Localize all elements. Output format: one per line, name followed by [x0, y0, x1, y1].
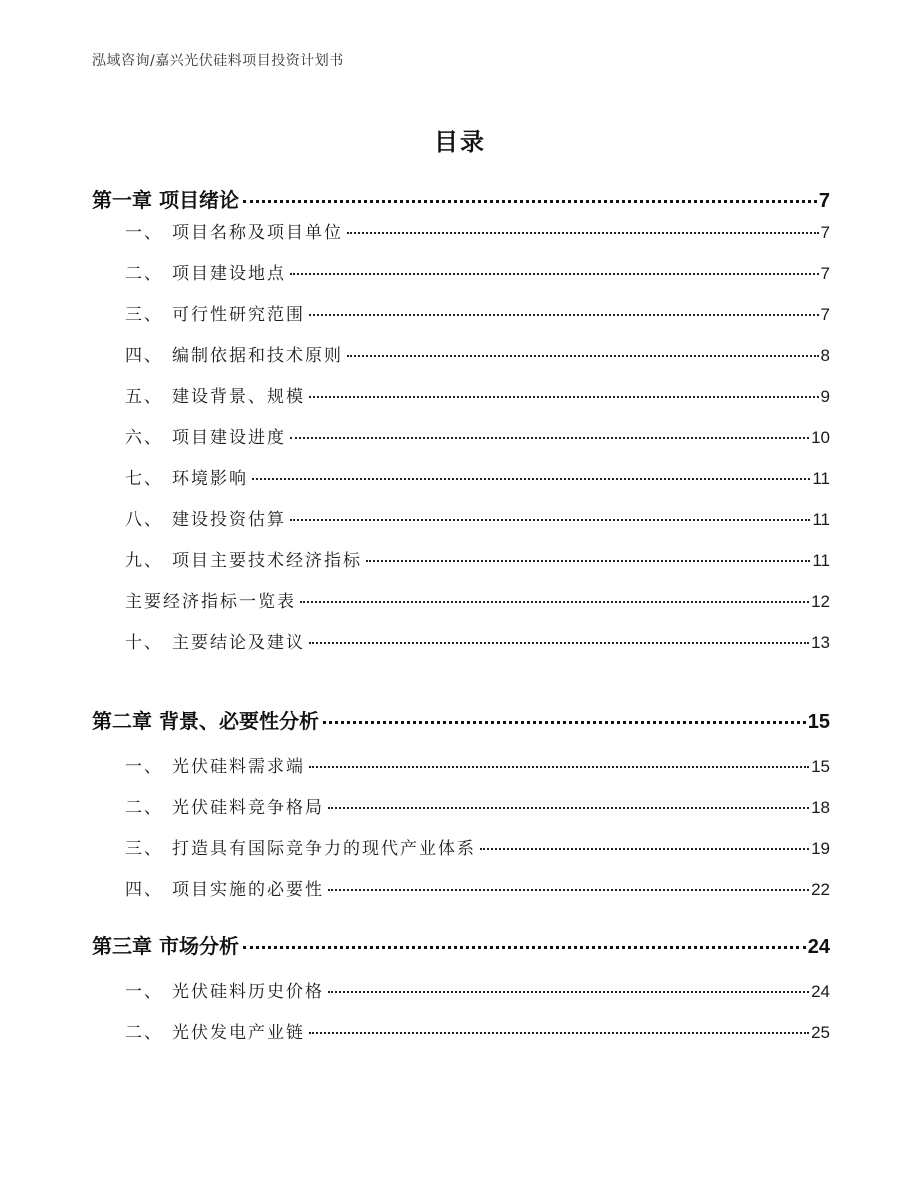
section-number: 四、	[125, 880, 163, 900]
toc-section[interactable]	[125, 300, 830, 325]
dot-leader	[252, 478, 810, 480]
dot-leader	[290, 437, 809, 439]
toc-page-number: 25	[811, 1023, 830, 1042]
toc-entry-label: 建设投资估算	[172, 510, 286, 530]
toc-page-number: 22	[811, 880, 830, 899]
toc-page-number: 11	[812, 551, 830, 570]
toc-section[interactable]	[125, 977, 830, 1002]
toc-chapter-1[interactable]	[92, 184, 830, 213]
dot-leader	[366, 560, 810, 562]
section-number: 九、	[125, 551, 163, 571]
toc-entry-label: 主要结论及建议	[172, 633, 305, 653]
toc-page-number: 11	[812, 469, 830, 488]
dot-leader	[300, 601, 809, 603]
toc-page-number: 9	[820, 387, 830, 406]
toc-entry-label: 光伏发电产业链	[172, 1023, 305, 1043]
dot-leader	[290, 519, 810, 521]
section-number: 一、	[125, 982, 163, 1002]
section-number: 十、	[125, 633, 163, 653]
toc-entry-label: 光伏硅料竞争格局	[172, 798, 324, 818]
toc-section[interactable]	[125, 793, 830, 818]
toc-chapter-3[interactable]	[92, 930, 830, 959]
toc-page-number: 13	[811, 633, 830, 652]
section-number: 二、	[125, 264, 163, 284]
toc-page-number: 12	[811, 592, 830, 611]
toc-entry-label: 建设背景、规模	[172, 387, 305, 407]
toc-entry-label: 项目实施的必要性	[172, 880, 324, 900]
dot-leader	[328, 807, 809, 809]
toc-section[interactable]	[125, 628, 830, 653]
toc-entry-label: 第三章 市场分析	[92, 934, 239, 958]
section-number: 七、	[125, 469, 163, 489]
section-number: 三、	[125, 839, 163, 859]
toc-page-number: 7	[818, 190, 830, 212]
toc-page-number: 10	[811, 428, 830, 447]
toc-page-number: 18	[811, 798, 830, 817]
dot-leader	[480, 848, 809, 850]
dot-leader	[243, 200, 817, 203]
dot-leader	[290, 273, 819, 275]
section-number: 一、	[125, 757, 163, 777]
toc-page-number: 15	[811, 757, 830, 776]
dot-leader	[309, 314, 819, 316]
dot-leader	[328, 889, 809, 891]
toc-section[interactable]	[125, 423, 830, 448]
toc-page-number: 11	[812, 510, 830, 529]
toc-entry-label: 可行性研究范围	[172, 305, 305, 325]
section-number: 六、	[125, 428, 163, 448]
toc-section[interactable]	[125, 834, 830, 859]
toc-entry-label: 项目主要技术经济指标	[172, 551, 362, 571]
toc-section[interactable]	[125, 1018, 830, 1043]
section-number: 二、	[125, 798, 163, 818]
toc-section[interactable]	[125, 546, 830, 571]
toc-entry-label: 环境影响	[172, 469, 248, 489]
toc-section[interactable]	[125, 587, 830, 612]
toc-section[interactable]	[125, 341, 830, 366]
toc-entry-label: 光伏硅料历史价格	[172, 982, 324, 1002]
dot-leader	[323, 721, 806, 724]
section-number: 一、	[125, 223, 163, 243]
section-number: 八、	[125, 510, 163, 530]
toc-entry-label: 光伏硅料需求端	[172, 757, 305, 777]
toc-page-number: 8	[820, 346, 830, 365]
running-header: 泓域咨询/嘉兴光伏硅料项目投资计划书	[92, 53, 344, 69]
toc-page-number: 15	[807, 711, 830, 733]
section-number: 四、	[125, 346, 163, 366]
dot-leader	[347, 355, 819, 357]
section-number: 三、	[125, 305, 163, 325]
dot-leader	[309, 396, 819, 398]
dot-leader	[309, 1032, 809, 1034]
dot-leader	[347, 232, 819, 234]
toc-page-number: 7	[820, 305, 830, 324]
toc-entry-label: 主要经济指标一览表	[125, 592, 296, 612]
toc-entry-label: 项目建设进度	[172, 428, 286, 448]
section-number: 五、	[125, 387, 163, 407]
dot-leader	[328, 991, 809, 993]
toc-page-number: 24	[807, 936, 830, 958]
toc-section[interactable]	[125, 505, 830, 530]
toc-page-number: 24	[811, 982, 830, 1001]
toc-entry-label: 第二章 背景、必要性分析	[92, 709, 319, 733]
toc-entry-label: 项目建设地点	[172, 264, 286, 284]
toc-page-number: 19	[811, 839, 830, 858]
dot-leader	[309, 642, 809, 644]
toc-chapter-2[interactable]	[92, 705, 830, 734]
toc-section[interactable]	[125, 752, 830, 777]
section-number: 二、	[125, 1023, 163, 1043]
dot-leader	[243, 946, 806, 949]
toc-title: 目录	[434, 128, 486, 156]
toc-page-number: 7	[820, 264, 830, 283]
toc-entry-label: 第一章 项目绪论	[92, 188, 239, 212]
toc-section[interactable]	[125, 464, 830, 489]
toc-entry-label: 编制依据和技术原则	[172, 346, 343, 366]
toc-section[interactable]	[125, 875, 830, 900]
toc-section[interactable]	[125, 218, 830, 243]
dot-leader	[309, 766, 809, 768]
toc-section[interactable]	[125, 259, 830, 284]
toc-page-number: 7	[820, 223, 830, 242]
toc-section[interactable]	[125, 382, 830, 407]
toc-entry-label: 打造具有国际竞争力的现代产业体系	[172, 839, 476, 859]
toc-entry-label: 项目名称及项目单位	[172, 223, 343, 243]
